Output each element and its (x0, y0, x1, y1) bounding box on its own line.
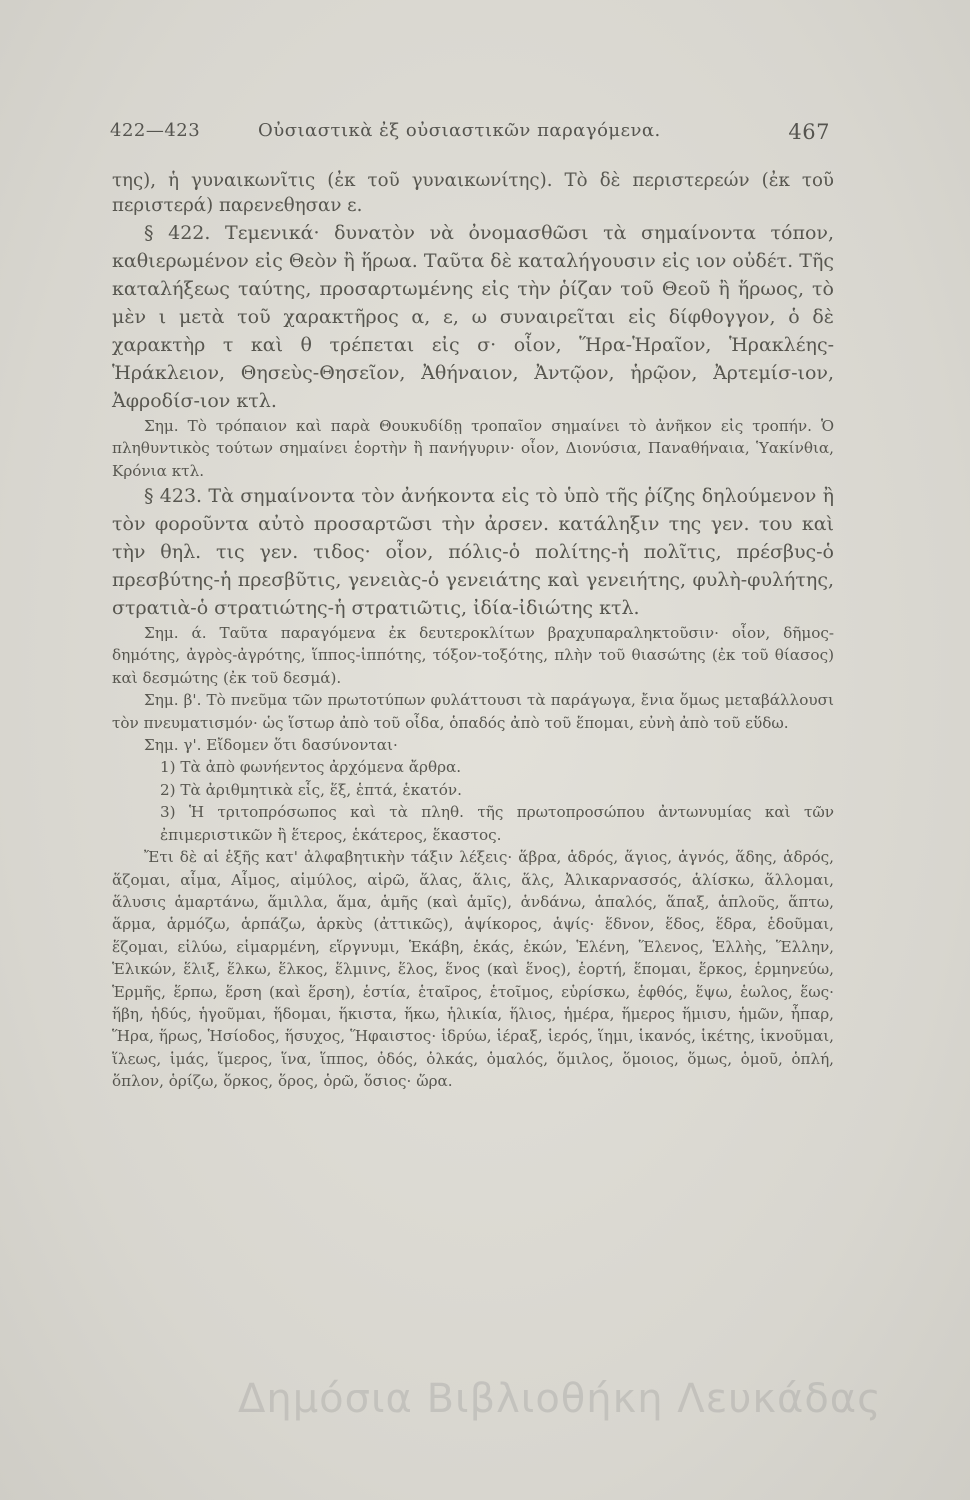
list-item: 3) Ἡ τριτοπρόσωπος καὶ τὰ πληθ. τῆς πρωτοπροσώπου ἀντωνυμίας καὶ τῶν ἐπιμεριστικῶν ἢ ἕτερος, ἑκάτερος, ἕκαστος. (160, 803, 834, 844)
running-title: Οὐσιαστικὰ ἐξ οὐσιαστικῶν παραγόμενα. (258, 120, 661, 141)
section-422: § 422. Τεμενικά· δυνατὸν νὰ ὀνομασθῶσι τὰ σημαίνοντα τόπον, καθιερωμένον εἰς Θεὸν ἢ ἥρωα. Ταῦτα δὲ καταλήγουσιν εἰς ιον οὐδέτ. Τῆς καταλήξεως ταύτης, προσαρτωμένης εἰς τὴν ῥίζαν τοῦ Θεοῦ ἢ ἥρωος, τὸ μὲν ι μετὰ τοῦ χαρακτῆρος α, ε, ω συναιρεῖται εἰς δίφθογγον, ὁ δὲ χαρακτὴρ τ καὶ θ τρέπεται εἰς σ· οἷον, Ἥρα-Ἡραῖον, Ἡρακλέης-Ἡράκλειον, Θησεὺς-Θησεῖον, Ἀθήναιον, Ἀντῷον, ἡρῷον, Ἀρτεμίσ-ιον, Ἀφροδίσ-ιον κτλ. (112, 221, 834, 412)
section-423: § 423. Τὰ σημαίνοντα τὸν ἀνήκοντα εἰς τὸ ὑπὸ τῆς ῥίζης δηλούμενον ἢ τὸν φοροῦντα αὐτὸ προσαρτῶσι τὴν ἀρσεν. κατάληξιν της γεν. του καὶ τὴν θηλ. τις γεν. τιδος· οἷον, πόλις-ὁ πολίτης-ἡ πολῖτις, πρέσβυς-ὁ πρεσβύτης-ἡ πρεσβῦτις, γενειὰς-ὁ γενειάτης καὶ γενειήτης, φυλὴ-φυλήτης, στρατιὰ-ὁ στρατιώτης-ἡ στρατιῶτις, ἰδία-ἰδιώτης κτλ. (112, 485, 834, 620)
continuation-paragraph: της), ἡ γυναικωνῖτις (ἐκ τοῦ γυναικωνίτης). Τὸ δὲ περιστερεών (ἐκ τοῦ περιστερά) παρενεθησαν ε. (112, 170, 834, 217)
note-b: Σημ. β'. Τὸ πνεῦμα τῶν πρωτοτύπων φυλάττουσι τὰ παράγωγα, ἔνια ὅμως μεταβάλλουσι τὸν πνευματισμόν· ὡς ἵστωρ ἀπὸ τοῦ οἶδα, ὁπαδός ἀπὸ τοῦ ἕπομαι, εὐνὴ ἀπὸ τοῦ εὕδω. (112, 691, 834, 732)
note-c: Σημ. γ'. Εἴδομεν ὅτι δασύνονται· (144, 736, 398, 755)
list-item: 1) Τὰ ἀπὸ φωνήεντος ἀρχόμενα ἄρθρα. (160, 758, 462, 777)
running-header (110, 120, 830, 150)
section-range: 422—423 (110, 120, 201, 141)
library-watermark: Δημόσια Βιβλιοθήκη Λευκάδας (238, 1376, 882, 1422)
page-number: 467 (788, 120, 830, 144)
lexicon-paragraph: Ἔτι δὲ αἱ ἑξῆς κατ' ἀλφαβητικὴν τάξιν λέξεις· ἅβρα, ἁδρός, ἅγιος, ἁγνός, ἅδης, ἁδρός, ἅζομαι, αἷμα, Αἷμος, αἱμύλος, αἱρῶ, ἅλας, ἅλις, ἅλς, Ἀλικαρνασσός, ἁλίσκω, ἅλλομαι, ἅλυσις ἁμαρτάνω, ἅμιλλα, ἅμα, ἁμῆς (καὶ ἁμῖς), ἁνδάνω, ἁπαλός, ἅπαξ, ἁπλοῦς, ἅπτω, ἅρμα, ἁρμόζω, ἁρπάζω, ἁρκὺς (ἀττικῶς), ἁψίκορος, ἁψίς· ἕδνον, ἕδος, ἕδρα, ἑδοῦμαι, ἕζομαι, εἱλύω, εἱμαρμένη, εἵργνυμι, Ἑκάβη, ἑκάς, ἑκών, Ἑλένη, Ἕλενος, Ἑλλὴς, Ἕλλην, Ἑλικών, ἕλιξ, ἕλκω, ἕλκος, ἕλμινς, ἕλος, ἕνος (καὶ ἕνος), ἑορτή, ἕπομαι, ἕρκος, ἑρμηνεύω, Ἑρμῆς, ἕρπω, ἕρση (καὶ ἕρση), ἑστία, ἑταῖρος, ἑτοῖμος, εὑρίσκω, ἑφθός, ἕψω, ἑωλος, ἕως· ἥβη, ἡδύς, ἡγοῦμαι, ἥδομαι, ἥκιστα, ἥκω, ἡλικία, ἥλιος, ἡμέρα, ἥμερος ἥμισυ, ἡμῶν, ἧπαρ, Ἥρα, ἥρως, Ἡσίοδος, ἥσυχος, Ἥφαιστος· ἱδρύω, ἱέραξ, ἱερός, ἵημι, ἱκανός, ἱκέτης, ἱκνοῦμαι, ἵλεως, ἱμάς, ἵμερος, ἵνα, ἵππος, ὁδός, ὁλκάς, ὁμαλός, ὅμιλος, ὅμοιος, ὅμως, ὁμοῦ, ὁπλή, ὅπλον, ὁρίζω, ὅρκος, ὅρος, ὁρῶ, ὅσιος· ὥρα. (112, 848, 834, 1091)
page-body (112, 168, 834, 1093)
note-a: Σημ. ά. Ταῦτα παραγόμενα ἐκ δευτεροκλίτων βραχυπαραληκτοῦσιν· οἷον, δῆμος-δημότης, ἀγρὸς-ἀγρότης, ἵππος-ἱππότης, τόξον-τοξότης, πλὴν τοῦ θιασώτης (ἐκ τοῦ θίασος) καὶ δεσμώτης (ἐκ τοῦ δεσμά). (112, 624, 834, 687)
list-item: 2) Τὰ ἀριθμητικὰ εἷς, ἕξ, ἑπτά, ἑκατόν. (160, 780, 462, 799)
note-422: Σημ. Τὸ τρόπαιον καὶ παρὰ Θουκυδίδῃ τροπαῖον σημαίνει τὸ ἀνῆκον εἰς τροπήν. Ὁ πληθυντικὸς τούτων σημαίνει ἑορτὴν ἢ πανήγυριν· οἷον, Διονύσια, Παναθήναια, Ὑακίνθια, Κρόνια κτλ. (112, 416, 834, 480)
